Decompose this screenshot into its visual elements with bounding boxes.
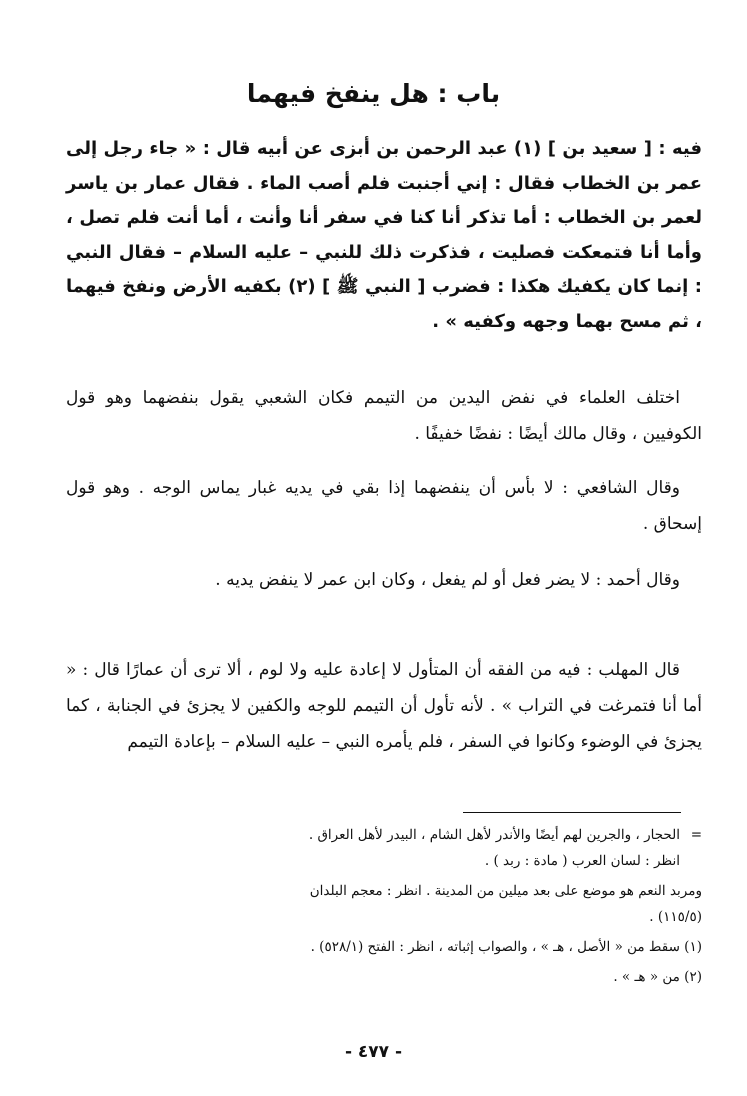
footnote-1: (١) سقط من « الأصل ، هـ » ، والصواب إثباته ، انظر : الفتح (٥٢٨/١) .: [310, 939, 702, 955]
footnote-mirbad-ref: (١١٥/٥) .: [649, 909, 702, 925]
footnote-mirbad-line: ومربد النعم هو موضع على بعد ميلين من المدينة . انظر : معجم البلدان: [309, 883, 702, 899]
paragraph-muhallab: قال المهلب : فيه من الفقه أن المتأول لا إعادة عليه ولا لوم ، ألا ترى أن عمارًا قال : « أما أنا فتمرغت في التراب » . لأنه تأول أن التيمم للوجه والكفين لا يجزئ في الجنابة ، كما يجزئ في الوضوء وكانوا في السفر ، فلم يأمره النبي – عليه السلام – بإعادة التيمم: [66, 660, 702, 752]
chapter-title: باب : هل ينفخ فيهما: [246, 79, 501, 108]
paragraph-shabi: اختلف العلماء في نفض اليدين من التيمم فكان الشعبي يقول بنفضهما وهو قول الكوفيين ، وقال مالك أيضًا : نفضًا خفيفًا .: [66, 388, 702, 444]
page-number: - ٤٧٧ -: [344, 1042, 403, 1062]
paragraph-shafii: وقال الشافعي : لا بأس أن ينفضهما إذا بقي في يديه غبار يماس الوجه . وهو قول إسحاق .: [66, 478, 702, 534]
footnote-mirbad: [90, 878, 702, 930]
paragraph-ahmad: وقال أحمد : لا يضر فعل أو لم يفعل ، وكان ابن عمر لا ينفض يديه .: [215, 570, 680, 590]
footnote-continuation-line: [90, 822, 702, 848]
continuation-marker: =: [690, 827, 702, 843]
footnote-continuation-ref-text: انظر : لسان العرب ( مادة : ربد ) .: [484, 853, 680, 869]
footnote-continuation-ref: [90, 848, 702, 874]
footnote-continuation-text: الحجار ، والجرين لهم أيضًا والأندر لأهل الشام ، البيدر لأهل العراق .: [308, 827, 680, 843]
footnote-continuation: [90, 822, 702, 874]
footnote-divider: [463, 812, 681, 813]
footnote-2: (٢) من « هـ » .: [613, 969, 702, 985]
hadith-text: فيه : [ سعيد بن ] (١) عبد الرحمن بن أبزى عن أبيه قال : « جاء رجل إلى عمر بن الخطاب فقال : إني أجنبت فلم أصب الماء . فقال عمار بن ياسر لعمر بن الخطاب : أما تذكر أنا كنا في سفر أنا وأنت ، أما أنت فلم تصل ، وأما أنا فتمعكت فصليت ، فذكرت ذلك للنبي – عليه السلام – فقال النبي : إنما كان يكفيك هكذا : فضرب [ النبي ﷺ ] (٢) بكفيه الأرض ونفخ فيهما ، ثم مسح بهما وجهه وكفيه » .: [66, 138, 703, 332]
footnotes: [90, 822, 702, 994]
